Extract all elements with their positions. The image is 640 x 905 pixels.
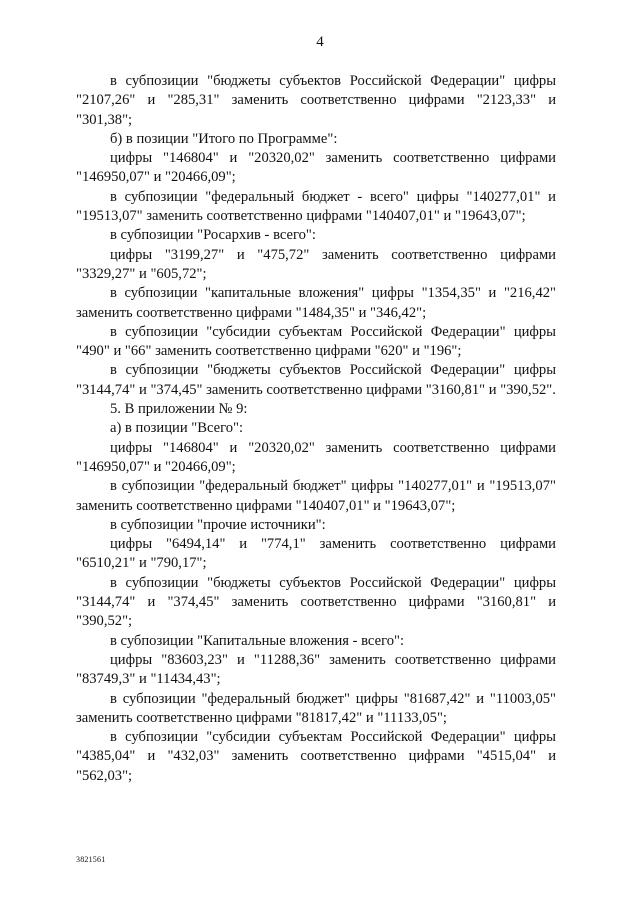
paragraph-capital-total-figures: цифры "83603,23" и "11288,36" заменить соответственно цифрами "83749,3" и "11434,43"; xyxy=(76,651,556,688)
paragraph-budget-subjects-3: в субпозиции "бюджеты субъектов Российской Федерации" цифры "3144,74" и "374,45" заменить соответственно цифрами "3160,81" и "390,52"; xyxy=(76,574,556,630)
page-number: 4 xyxy=(316,34,324,50)
paragraph-rosarkhiv-heading: в субпозиции "Росархив - всего": xyxy=(110,227,316,244)
paragraph-federal-budget-total: в субпозиции "федеральный бюджет - всего" цифры "140277,01" и "19513,07" заменить соответственно цифрами "140407,01" и "19643,07"; xyxy=(76,188,556,225)
document-id: 3821561 xyxy=(76,855,106,864)
paragraph-total-program-heading: б) в позиции "Итого по Программе": xyxy=(110,130,338,147)
paragraph-rosarkhiv-figures: цифры "3199,27" и "475,72" заменить соответственно цифрами "3329,27" и "605,72"; xyxy=(76,246,556,282)
paragraph-subsidies-2: в субпозиции "субсидии субъектам Российской Федерации" цифры "4385,04" и "432,03" заменить соответственно цифрами "4515,04" и "562,03"; xyxy=(76,729,556,784)
paragraph-total-position-heading: а) в позиции "Всего": xyxy=(110,420,244,437)
paragraph-federal-budget-2: в субпозиции "федеральный бюджет" цифры "140277,01" и "19513,07" заменить соответственно цифрами "140407,01" и "19643,07"; xyxy=(76,478,556,514)
document-body xyxy=(76,72,556,786)
paragraph-capital-investments: в субпозиции "капитальные вложения" цифры "1354,35" и "216,42" заменить соответственно цифрами "1484,35" и "346,42"; xyxy=(76,285,556,321)
paragraph-budget-subjects-2: в субпозиции "бюджеты субъектов Российской Федерации" цифры "3144,74" и "374,45" заменить соответственно цифрами "3160,81" и "390,52". xyxy=(76,362,556,398)
paragraph-capital-total-heading: в субпозиции "Капитальные вложения - всего": xyxy=(110,632,404,649)
paragraph-subsidies: в субпозиции "субсидии субъектам Российской Федерации" цифры "490" и "66" заменить соответственно цифрами "620" и "196"; xyxy=(76,323,556,360)
paragraph-federal-budget-3: в субпозиции "федеральный бюджет" цифры "81687,42" и "11003,05" заменить соответственно цифрами "81817,42" и "11133,05"; xyxy=(76,690,556,726)
paragraph-budget-subjects-1: в субпозиции "бюджеты субъектов Российской Федерации" цифры "2107,26" и "285,31" заменить соответственно цифрами "2123,33" и "301,38"; xyxy=(76,73,556,128)
paragraph-appendix-9-heading: 5. В приложении № 9: xyxy=(110,401,248,418)
paragraph-other-sources-heading: в субпозиции "прочие источники": xyxy=(110,516,326,533)
paragraph-total-position-figures: цифры "146804" и "20320,02" заменить соответственно цифрами "146950,07" и "20466,09"; xyxy=(76,439,556,475)
paragraph-other-sources-figures: цифры "6494,14" и "774,1" заменить соответственно цифрами "6510,21" и "790,17"; xyxy=(76,536,556,572)
paragraph-total-program-figures: цифры "146804" и "20320,02" заменить соответственно цифрами "146950,07" и "20466,09"; xyxy=(76,150,556,186)
